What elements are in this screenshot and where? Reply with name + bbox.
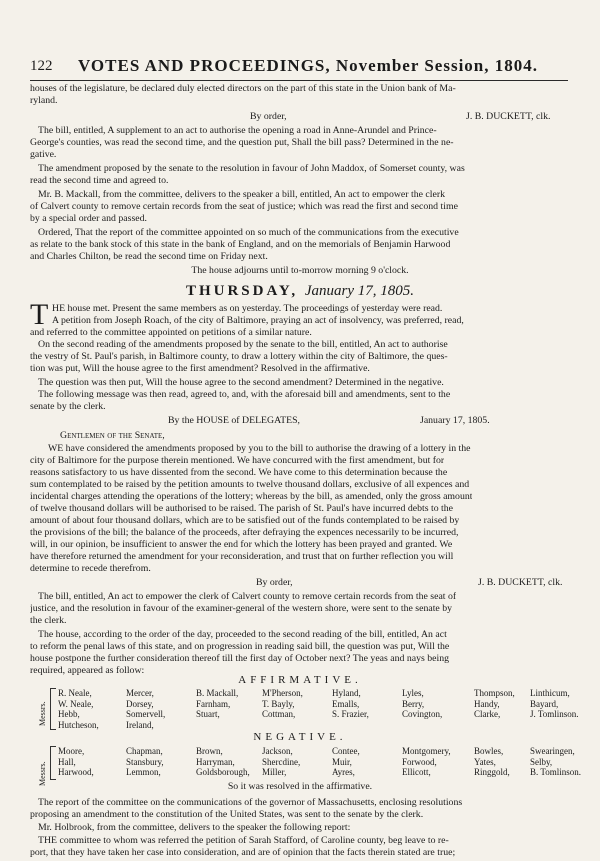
text-line: The amendment proposed by the senate to the resolution in favour of John Maddox, of Somerset county, was bbox=[38, 163, 465, 174]
vote-column bbox=[474, 746, 510, 778]
salutation: Gentlemen of the Senate, bbox=[60, 430, 165, 441]
text-line: and referred to the committee appointed on petitions of a similar nature. bbox=[30, 327, 312, 338]
text-line: to reform the penal laws of this state, and on progression in reading said bill, the question was put, Will the bbox=[30, 641, 450, 652]
member-name: Moore, bbox=[58, 746, 85, 756]
member-name: M'Pherson, bbox=[262, 688, 303, 698]
text-line: The bill, entitled, A supplement to an act to authorise the opening a road in Anne-Arundel and Prince- bbox=[38, 125, 437, 136]
member-name: Harryman, bbox=[196, 756, 235, 767]
by-order: By order, bbox=[250, 111, 287, 122]
member-name: Dorsey, bbox=[126, 698, 154, 709]
by-order: By order, bbox=[256, 577, 293, 588]
vote-column bbox=[332, 746, 360, 778]
text-line: gative. bbox=[30, 149, 57, 160]
vote-column bbox=[262, 746, 300, 778]
member-name: Harwood, bbox=[58, 767, 94, 777]
member-name: Thompson, bbox=[474, 688, 515, 698]
member-name: Stansbury, bbox=[126, 756, 164, 767]
member-name: Bayard, bbox=[530, 698, 559, 709]
text-line: will, in our opinion, be insufficient to answer the end for which the lottery has been prayed and granted. We bbox=[30, 539, 453, 550]
resolved-line: So it was resolved in the affirmative. bbox=[227, 781, 373, 792]
vote-column bbox=[196, 688, 238, 720]
running-title: VOTES AND PROCEEDINGS, November Session, 1804. bbox=[78, 56, 539, 75]
drop-cap: T bbox=[30, 298, 49, 331]
vote-column bbox=[126, 688, 165, 730]
brace-mark bbox=[50, 746, 56, 780]
member-name: Forwood, bbox=[402, 756, 437, 767]
member-name: Ireland, bbox=[126, 719, 154, 730]
text-line: have therefore returned the amendment for your reconsideration, and trust that on further reflection you will bbox=[30, 551, 454, 562]
vote-column bbox=[530, 746, 581, 778]
text-line: ryland. bbox=[30, 95, 58, 106]
vote-column bbox=[196, 746, 250, 778]
member-name: J. Tomlinson. bbox=[530, 709, 579, 719]
vote-column bbox=[126, 746, 164, 778]
member-name: Stuart, bbox=[196, 709, 220, 719]
vote-column bbox=[262, 688, 303, 720]
member-name: Mercer, bbox=[126, 688, 154, 698]
text-line: and Charles Chilton, be read the second time on Friday next. bbox=[30, 251, 268, 262]
text-line: of twelve thousand dollars will be authorised to be raised. The parish of St. Paul's have incurred debts to the bbox=[30, 503, 454, 514]
messrs-label: Messrs. bbox=[38, 761, 47, 786]
text-line: The report of the committee on the communications of the governor of Massachusetts, enclosing resolutions bbox=[38, 797, 463, 808]
text-line: Ordered, That the report of the committee appointed on so much of the communications from the executive bbox=[38, 227, 459, 238]
text-line: Mr. Holbrook, from the committee, delivers to the speaker the following report: bbox=[38, 822, 351, 833]
text-line: A petition from Joseph Roach, of the city of Baltimore, praying an act of insolvency, was preferred, read, bbox=[52, 315, 464, 326]
member-name: Ringgold, bbox=[474, 767, 510, 777]
vote-column bbox=[474, 688, 515, 720]
member-name: Goldsborough, bbox=[196, 767, 250, 777]
text-line: port, that they have taken her case into consideration, and are of opinion that the facts therein stated are true; bbox=[30, 847, 456, 858]
messrs-label: Messrs. bbox=[38, 701, 47, 726]
text-line: On the second reading of the amendments proposed by the senate to the bill, entitled, An act to authorise bbox=[38, 339, 448, 350]
member-name: Somervell, bbox=[126, 709, 166, 719]
member-name: Hall, bbox=[58, 756, 76, 767]
text-line: The house, according to the order of the day, proceeded to the second reading of the bill, entitled, An act bbox=[38, 629, 447, 640]
text-line: by a special order and passed. bbox=[30, 213, 147, 224]
member-name: T. Bayly, bbox=[262, 698, 295, 709]
member-name: B. Tomlinson. bbox=[530, 767, 581, 777]
text-line: the provisions of the bill; the balance of the proceeds, after defraying the expences necessarily to be incurred, bbox=[30, 527, 459, 538]
affirmative-heading: AFFIRMATIVE. bbox=[238, 674, 362, 686]
text-line: senate by the clerk. bbox=[30, 401, 106, 412]
text-line: Mr. B. Mackall, from the committee, delivers to the speaker a bill, entitled, An act to empower the clerk bbox=[38, 189, 445, 200]
negative-heading: NEGATIVE. bbox=[253, 731, 347, 743]
vote-column bbox=[402, 688, 442, 720]
text-line: HE house met. Present the same members as on yesterday. The proceedings of yesterday were read. bbox=[52, 303, 443, 314]
member-name: Hyland, bbox=[332, 688, 361, 698]
member-name: Montgomery, bbox=[402, 746, 451, 756]
message-date: January 17, 1805. bbox=[420, 415, 490, 426]
member-name: Jackson, bbox=[262, 746, 293, 756]
text-line: the vestry of St. Paul's parish, in Baltimore county, to draw a lottery within the city of Baltimore, the ques- bbox=[30, 351, 448, 362]
message-header: By the HOUSE of DELEGATES, bbox=[168, 415, 300, 426]
member-name: Chapman, bbox=[126, 746, 163, 756]
text-line: determine to recede therefrom. bbox=[30, 563, 151, 574]
clerk-signature: J. B. DUCKETT, clk. bbox=[466, 111, 551, 122]
text-line: The question was then put, Will the house agree to the second amendment? Determined in the negative. bbox=[38, 377, 444, 388]
day-date: January 17, 1805. bbox=[304, 283, 415, 299]
member-name: Brown, bbox=[196, 746, 223, 756]
member-name: Miller, bbox=[262, 767, 287, 777]
text-line: of Calvert county to remove certain records from the seat of justice; which was read the first and second time bbox=[30, 201, 458, 212]
text-line: justice, and the resolution in favour of the examiner-general of the western shore, were sent to the senate by bbox=[30, 603, 453, 614]
text-line: as relate to the bank stock of this state in the bank of England, and on the memorials of Benjamin Harwood bbox=[30, 239, 451, 250]
day-name: THURSDAY, bbox=[185, 283, 299, 299]
adjournment-line: The house adjourns until to-morrow morning 9 o'clock. bbox=[191, 265, 409, 276]
member-name: S. Frazier, bbox=[332, 709, 369, 719]
running-header bbox=[30, 56, 570, 78]
member-name: Swearingen, bbox=[530, 746, 575, 756]
member-name: Farnham, bbox=[196, 698, 231, 709]
member-name: Berry, bbox=[402, 698, 425, 709]
vote-column bbox=[58, 688, 99, 730]
member-name: Selby, bbox=[530, 756, 553, 767]
member-name: Clarke, bbox=[474, 709, 501, 719]
member-name: Hutcheson, bbox=[58, 719, 99, 730]
member-name: Lyles, bbox=[402, 688, 424, 698]
text-line: incidental charges attending the operations of the lottery; whereas by the bill, as amended, only the gross amount bbox=[30, 491, 473, 502]
header-rule bbox=[30, 80, 568, 81]
member-name: Muir, bbox=[332, 756, 352, 767]
member-name: Lemmon, bbox=[126, 767, 161, 777]
text-line: The bill, entitled, An act to empower the clerk of Calvert county to remove certain records from the seat of bbox=[38, 591, 457, 602]
text-line: reasons satisfactory to us have dissented from the second. We have come to this determination because the bbox=[30, 467, 448, 478]
member-name: B. Mackall, bbox=[196, 688, 239, 698]
clerk-signature: J. B. DUCKETT, clk. bbox=[478, 577, 563, 588]
vote-column bbox=[332, 688, 369, 720]
text-line: houses of the legislature, be declared duly elected directors on the part of this state in the Union bank of Ma- bbox=[30, 83, 456, 94]
text-line: tion was put, Will the house agree to the first amendment? Resolved in the affirmative. bbox=[30, 363, 370, 374]
text-line: George's counties, was read the second time, and the question put, Shall the bill pass? Determined in the ne- bbox=[30, 137, 454, 148]
member-name: Ellicott, bbox=[402, 767, 431, 777]
member-name: Handy, bbox=[474, 698, 500, 709]
text-line: The following message was then read, agreed to, and, with the aforesaid bill and amendments, sent to the bbox=[38, 389, 451, 400]
text-line: amount of about four thousand dollars, which are to be satisfied out of the funds contemplated to be raised by bbox=[30, 515, 460, 526]
member-name: Linthicum, bbox=[530, 688, 570, 698]
vote-column bbox=[58, 746, 94, 778]
text-line: the clerk. bbox=[30, 615, 67, 626]
text-line: WE have considered the amendments proposed by you to the bill to authorise the drawing of a lottery in the bbox=[48, 443, 471, 454]
member-name: Cottman, bbox=[262, 709, 296, 719]
text-line: read the second time and agreed to. bbox=[30, 175, 169, 186]
day-heading bbox=[0, 283, 600, 300]
member-name: R. Neale, bbox=[58, 688, 92, 698]
member-name: Hebb, bbox=[58, 709, 80, 719]
member-name: Yates, bbox=[474, 756, 496, 767]
text-line: proposing an amendment to the constitution of the United States, was sent to the senate by the clerk. bbox=[30, 809, 424, 820]
member-name: Ayres, bbox=[332, 767, 355, 777]
text-line: required, appeared as follow: bbox=[30, 665, 145, 676]
vote-column bbox=[530, 688, 578, 720]
member-name: Covington, bbox=[402, 709, 443, 719]
member-name: Bowles, bbox=[474, 746, 504, 756]
text-line: city of Baltimore for the purpose therein mentioned. We have concurred with the first amendment, but for bbox=[30, 455, 445, 466]
vote-column bbox=[402, 746, 451, 778]
member-name: Contee, bbox=[332, 746, 360, 756]
page-number: 122 bbox=[30, 58, 53, 74]
brace-mark bbox=[50, 688, 56, 730]
text-line: house postpone the further consideration thereof till the first day of October next? The yeas and nays being bbox=[30, 653, 450, 664]
text-line: sum contemplated to be raised by the petition amounts to twelve thousand dollars, exclusive of all expences and bbox=[30, 479, 470, 490]
member-name: Shercdine, bbox=[262, 756, 301, 767]
text-line: THE committee to whom was referred the petition of Sarah Stafford, of Caroline county, beg leave to re- bbox=[38, 835, 449, 846]
member-name: Emalls, bbox=[332, 698, 360, 709]
member-name: W. Neale, bbox=[58, 698, 94, 709]
